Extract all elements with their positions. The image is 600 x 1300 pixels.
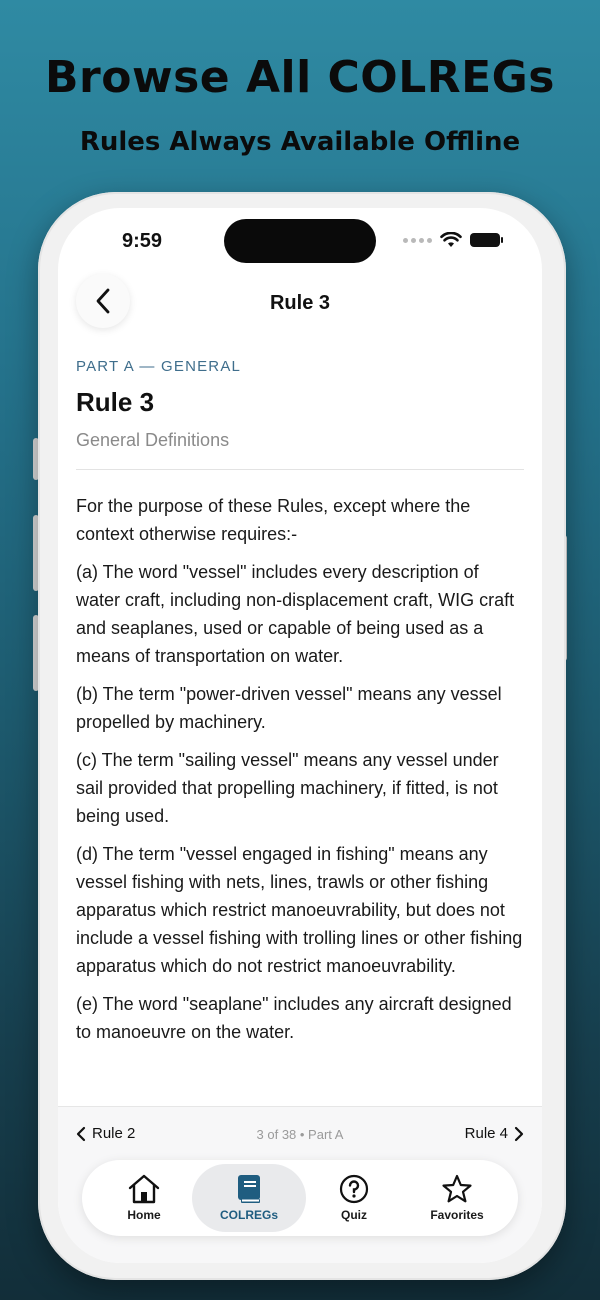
rule-body — [76, 492, 526, 1046]
rule-subtitle: General Definitions — [76, 430, 230, 450]
dynamic-island — [224, 219, 376, 263]
wifi-icon — [440, 232, 462, 248]
status-time: 9:59 — [122, 230, 163, 252]
phone-screen — [58, 208, 542, 1263]
tab-colregs-label: COLREGs — [219, 1208, 278, 1222]
next-rule-label: Rule 4 — [464, 1125, 508, 1142]
promo-subline: Rules Always Available Offline — [79, 127, 521, 157]
tab-favorites[interactable] — [408, 1164, 506, 1232]
signal-icon — [403, 238, 432, 243]
tab-bar-area — [58, 1160, 542, 1263]
house-icon — [127, 1174, 161, 1204]
status-icons — [403, 232, 500, 248]
previous-rule-label: Rule 2 — [92, 1125, 136, 1142]
rule-paragraph: For the purpose of these Rules, except where the context otherwise requires:- — [76, 496, 471, 544]
rule-paragraph: (d) The term "vessel engaged in fishing" means any vessel fishing with nets, lines, trawls or other fishing apparatus which restrict manoeuvrability, but does not include a vessel fishing with trolling lines or other fishing apparatus which do not restrict manoeuvrability. — [76, 844, 523, 976]
tab-home[interactable] — [98, 1164, 190, 1232]
rule-paragraph: (c) The term "sailing vessel" means any vessel under sail provided that propelling machinery, if fitted, is not being used. — [76, 750, 499, 826]
tab-home-label: Home — [127, 1208, 161, 1222]
book-icon — [236, 1174, 262, 1204]
tab-quiz-label: Quiz — [341, 1208, 367, 1222]
promo-headline: Browse All COLREGs — [45, 52, 555, 103]
part-label: PART A — GENERAL — [76, 358, 242, 375]
star-icon — [441, 1174, 473, 1204]
tab-colregs[interactable] — [192, 1164, 306, 1232]
battery-icon — [470, 233, 500, 247]
chevron-right-icon — [514, 1126, 524, 1142]
rule-position: 3 of 38 • Part A — [256, 1127, 344, 1142]
tab-bar — [82, 1160, 518, 1236]
tab-quiz[interactable] — [308, 1164, 400, 1232]
rule-paragraph: (e) The word "seaplane" includes any aircraft designed to manoeuvre on the water. — [76, 994, 512, 1042]
rule-title: Rule 3 — [76, 387, 155, 417]
tab-favorites-label: Favorites — [430, 1208, 484, 1222]
rule-content — [76, 358, 526, 1056]
divider — [76, 469, 524, 470]
rule-paragraph: (b) The term "power-driven vessel" means any vessel propelled by machinery. — [76, 684, 502, 732]
rule-navigation-bar — [58, 1106, 542, 1160]
rule-paragraph: (a) The word "vessel" includes every description of water craft, including non-displacement craft, WIG craft and seaplanes, used or capable of being used as a means of transportation on water. — [76, 562, 515, 666]
nav-title: Rule 3 — [269, 292, 331, 314]
next-rule-button[interactable] — [465, 1125, 524, 1142]
question-circle-icon — [339, 1174, 369, 1204]
